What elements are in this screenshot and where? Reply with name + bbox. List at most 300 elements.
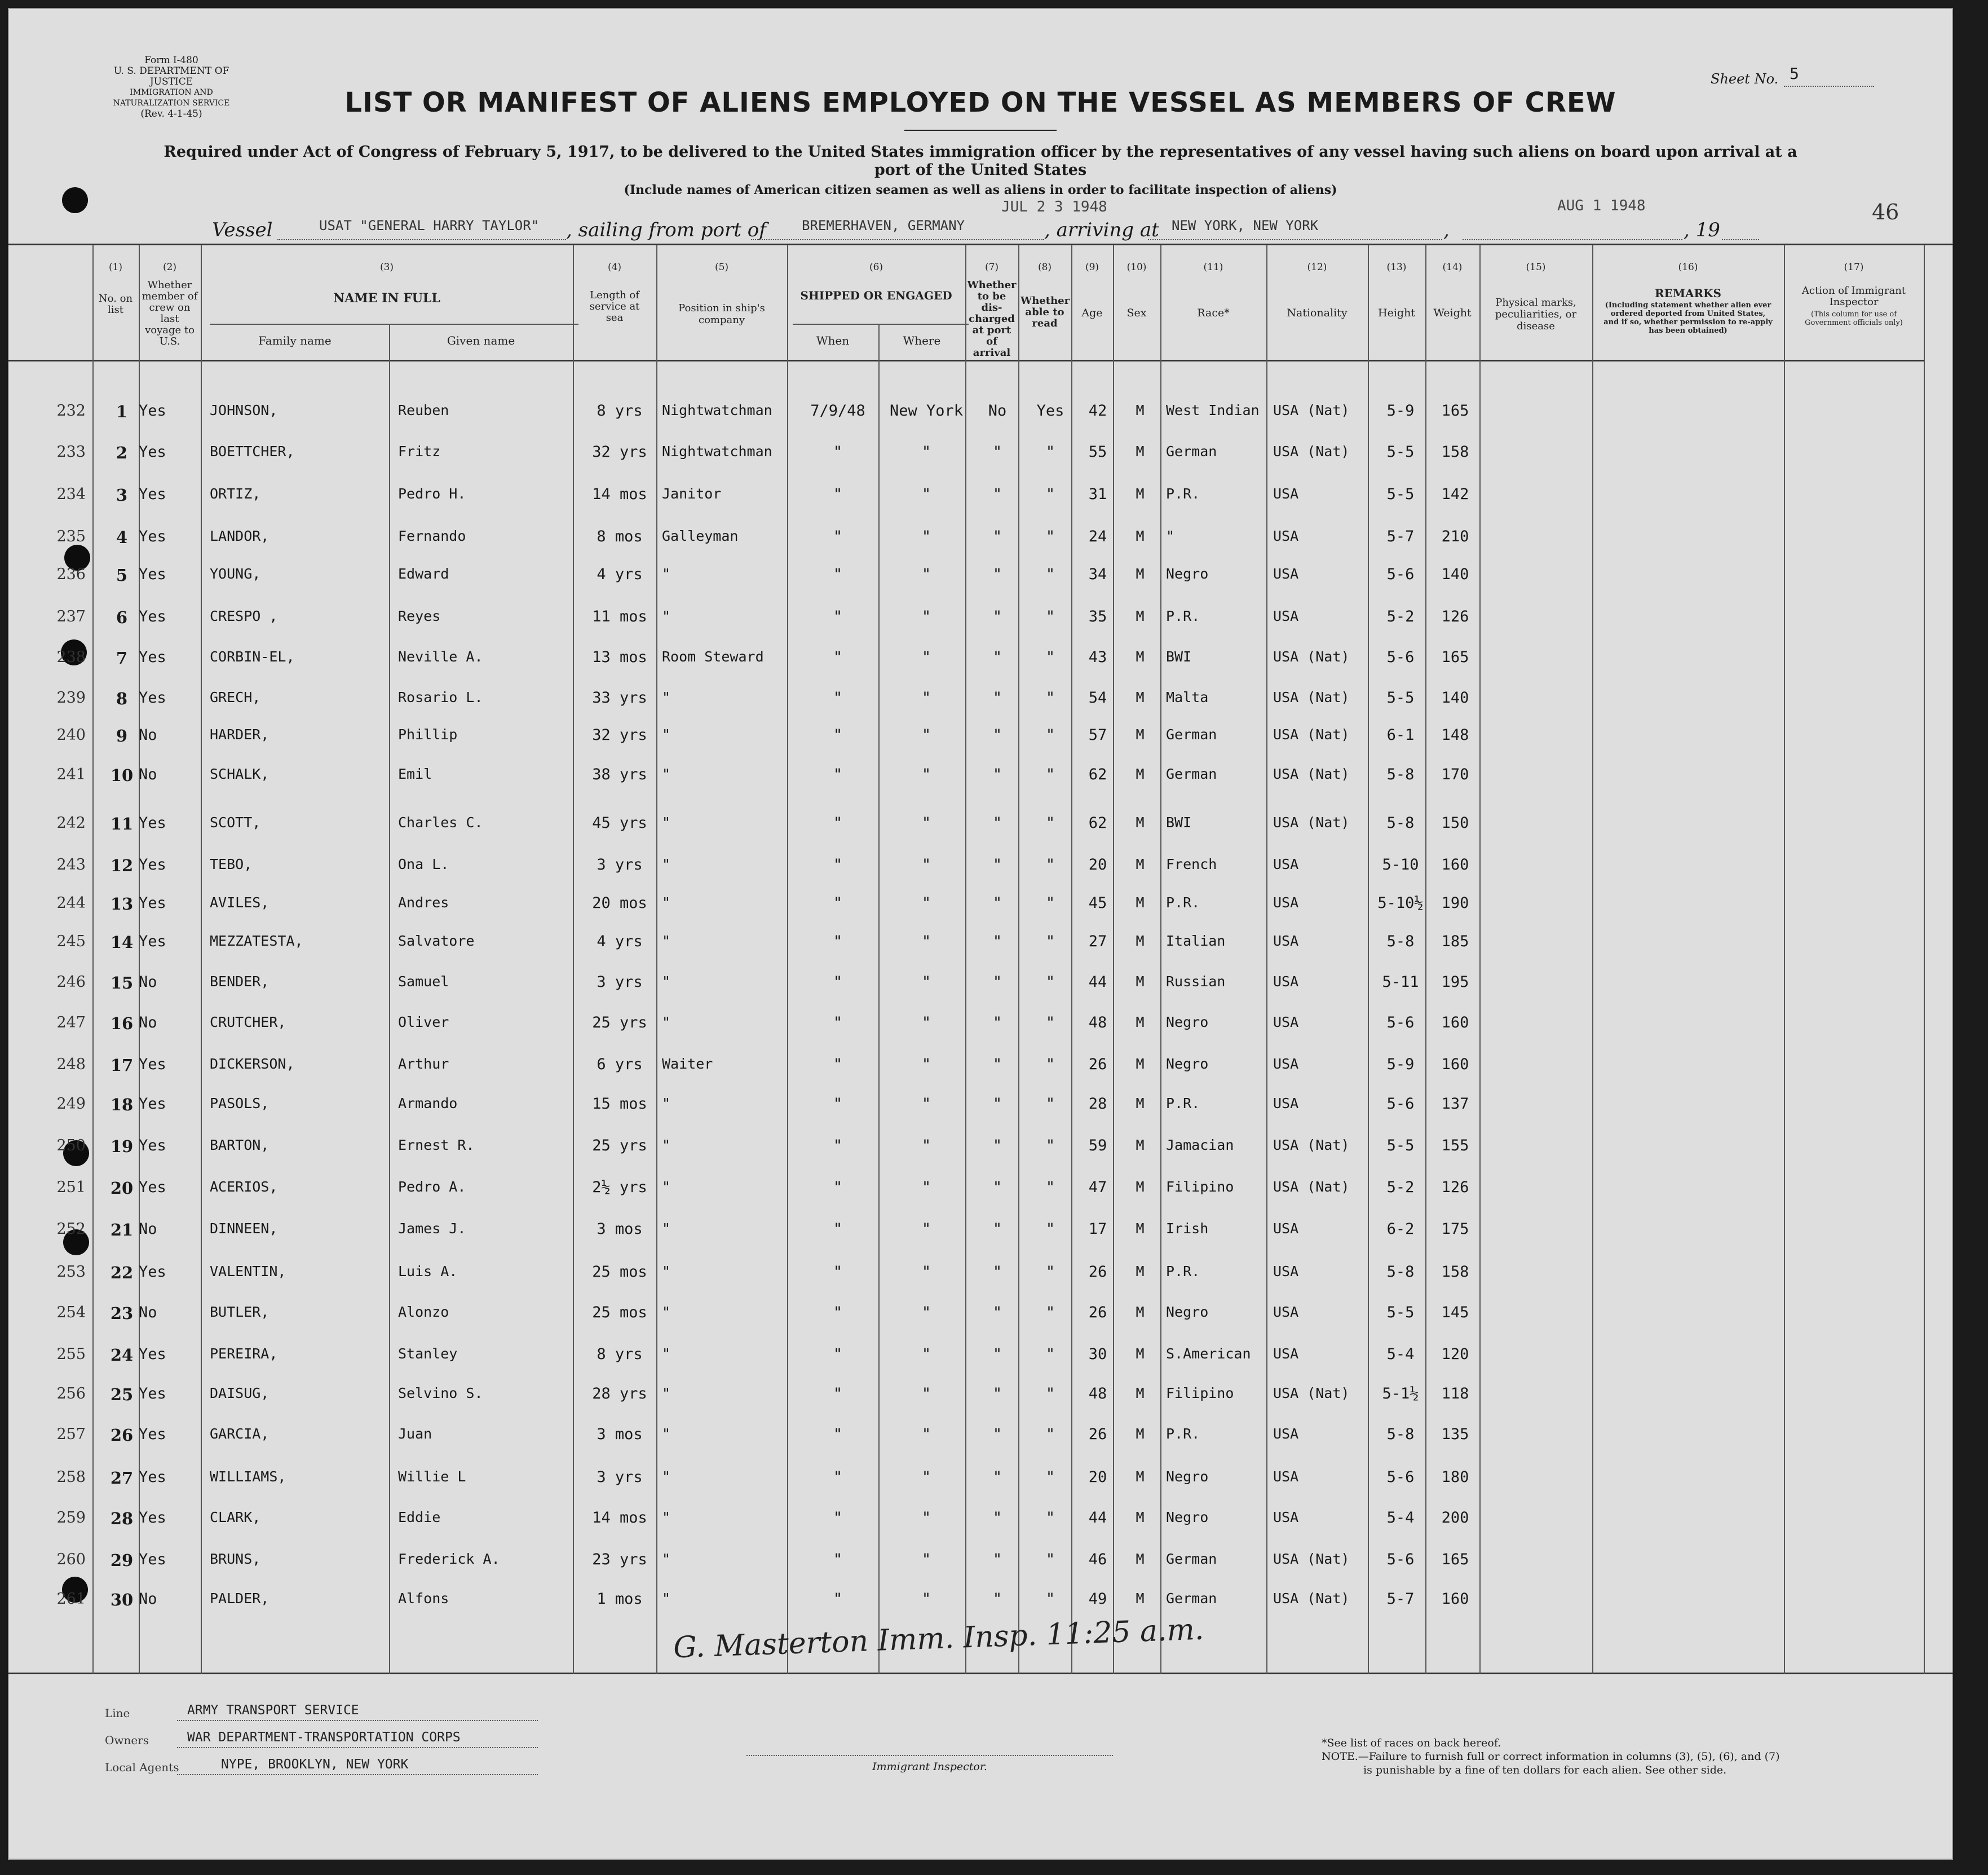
line-number: 243 xyxy=(56,856,86,873)
age: 26 xyxy=(1088,1263,1107,1281)
height: 5-9 xyxy=(1386,402,1415,420)
nationality: USA xyxy=(1273,933,1299,949)
line-number: 251 xyxy=(56,1179,86,1196)
line-number: 232 xyxy=(56,402,86,420)
height: 5-5 xyxy=(1386,1137,1415,1154)
height: 5-5 xyxy=(1386,689,1415,707)
table-top-rule xyxy=(8,244,1953,245)
col-7-number: (7) xyxy=(984,262,999,273)
engaged-when: " xyxy=(833,1095,843,1113)
comma-separator: , xyxy=(1443,219,1450,241)
race: German xyxy=(1166,1551,1217,1567)
position: Waiter xyxy=(662,1056,713,1072)
able-to-read: " xyxy=(1045,1263,1055,1281)
col-1-number: (1) xyxy=(108,262,123,273)
weight: 126 xyxy=(1441,1179,1469,1196)
vessel-name: USAT "GENERAL HARRY TAYLOR" xyxy=(319,218,540,233)
age: 44 xyxy=(1088,1509,1107,1527)
sheet-label: Sheet No. xyxy=(1711,71,1779,87)
position: " xyxy=(662,1385,671,1401)
nationality: USA xyxy=(1273,1509,1299,1525)
member-last-voyage: Yes xyxy=(139,1095,166,1113)
sex: M xyxy=(1136,566,1145,582)
line-number: 235 xyxy=(56,528,86,545)
engaged-where: " xyxy=(921,933,931,950)
race: German xyxy=(1166,443,1217,460)
line-number: 234 xyxy=(56,486,86,503)
age: 27 xyxy=(1088,933,1107,950)
engaged-when: " xyxy=(833,1345,843,1363)
age: 43 xyxy=(1088,648,1107,666)
sex: M xyxy=(1136,1263,1145,1280)
engaged-when: " xyxy=(833,1179,843,1196)
engaged-where: " xyxy=(921,648,931,666)
to-be-discharged: " xyxy=(992,1468,1002,1486)
col-shipped-engaged: SHIPPED OR ENGAGED xyxy=(800,289,952,302)
nationality: USA xyxy=(1273,1345,1299,1362)
member-last-voyage: No xyxy=(139,1014,157,1031)
line-number: 239 xyxy=(56,689,86,707)
able-to-read: " xyxy=(1045,1095,1055,1113)
age: 44 xyxy=(1088,973,1107,991)
family-name: LANDOR, xyxy=(210,528,270,544)
height: 5-10½ xyxy=(1377,894,1424,912)
able-to-read: " xyxy=(1045,1220,1055,1238)
position: " xyxy=(662,1095,671,1111)
engaged-when: " xyxy=(833,486,843,503)
nationality: USA xyxy=(1273,1263,1299,1280)
col-2-number: (2) xyxy=(162,262,177,273)
nationality: USA xyxy=(1273,608,1299,624)
service-length: 20 mos xyxy=(592,894,647,912)
able-to-read: " xyxy=(1045,486,1055,503)
sex: M xyxy=(1136,1014,1145,1030)
line-number: 249 xyxy=(56,1095,86,1113)
age: 30 xyxy=(1088,1345,1107,1363)
line-number: 252 xyxy=(56,1220,86,1238)
able-to-read: " xyxy=(1045,1385,1055,1402)
table-row xyxy=(8,443,1953,477)
weight: 175 xyxy=(1441,1220,1469,1238)
nationality: USA xyxy=(1273,894,1299,911)
table-row xyxy=(8,814,1953,848)
nationality: USA xyxy=(1273,1014,1299,1030)
height: 5-4 xyxy=(1386,1509,1415,1527)
races-note: *See list of races on back hereof. xyxy=(1322,1737,1501,1749)
table-row xyxy=(8,608,1953,642)
member-last-voyage: Yes xyxy=(139,689,166,707)
family-name: DICKERSON, xyxy=(210,1056,295,1072)
table-row xyxy=(8,1385,1953,1419)
nationality: USA (Nat) xyxy=(1273,648,1350,665)
height: 6-1 xyxy=(1386,726,1415,744)
height: 5-7 xyxy=(1386,528,1415,545)
height: 5-5 xyxy=(1386,486,1415,503)
engaged-where: " xyxy=(921,1426,931,1443)
engaged-where: " xyxy=(921,1590,931,1608)
title-underline xyxy=(904,130,1057,131)
to-be-discharged: " xyxy=(992,1095,1002,1113)
family-name: BOETTCHER, xyxy=(210,443,295,460)
year-label: , 19 xyxy=(1684,219,1720,241)
table-row xyxy=(8,402,1953,436)
given-name: Ona L. xyxy=(398,856,449,872)
col-10-number: (10) xyxy=(1126,262,1147,273)
weight: 158 xyxy=(1441,1263,1469,1281)
service-length: 25 yrs xyxy=(592,1137,647,1154)
list-number: 28 xyxy=(110,1509,134,1528)
given-name: Reuben xyxy=(398,402,449,418)
member-last-voyage: Yes xyxy=(139,1137,166,1154)
vessel-label: Vessel xyxy=(212,219,273,241)
given-name: Arthur xyxy=(398,1056,449,1072)
line-number: 237 xyxy=(56,608,86,625)
family-name: PALDER, xyxy=(210,1590,270,1607)
service-length: 4 yrs xyxy=(597,933,643,950)
sailing-rule xyxy=(751,239,1044,240)
weight: 160 xyxy=(1441,1590,1469,1608)
position: " xyxy=(662,1179,671,1195)
col-nationality: Nationality xyxy=(1287,307,1348,319)
member-last-voyage: Yes xyxy=(139,814,166,832)
able-to-read: " xyxy=(1045,1345,1055,1363)
service-length: 25 yrs xyxy=(592,1014,647,1031)
to-be-discharged: " xyxy=(992,973,1002,991)
height: 5-9 xyxy=(1386,1056,1415,1073)
nationality: USA xyxy=(1273,856,1299,872)
to-be-discharged: " xyxy=(992,1385,1002,1402)
height: 5-4 xyxy=(1386,1345,1415,1363)
table-row xyxy=(8,1509,1953,1543)
date-stamp-jul: JUL 2 3 1948 xyxy=(1001,198,1107,215)
service-length: 1 mos xyxy=(597,1590,643,1608)
weight: 137 xyxy=(1441,1095,1469,1113)
age: 31 xyxy=(1088,486,1107,503)
weight: 210 xyxy=(1441,528,1469,545)
to-be-discharged: " xyxy=(992,814,1002,832)
col-13-number: (13) xyxy=(1386,262,1407,273)
member-last-voyage: Yes xyxy=(139,856,166,873)
given-name: James J. xyxy=(398,1220,466,1237)
given-name: Alfons xyxy=(398,1590,449,1607)
line-number: 259 xyxy=(56,1509,86,1527)
race: Jamacian xyxy=(1166,1137,1234,1153)
sex: M xyxy=(1136,1220,1145,1237)
weight: 195 xyxy=(1441,973,1469,991)
able-to-read: " xyxy=(1045,648,1055,666)
table-row xyxy=(8,486,1953,519)
able-to-read: " xyxy=(1045,1179,1055,1196)
given-name: Frederick A. xyxy=(398,1551,500,1567)
race: P.R. xyxy=(1166,1426,1200,1442)
member-last-voyage: Yes xyxy=(139,1345,166,1363)
height: 5-8 xyxy=(1386,814,1415,832)
sex: M xyxy=(1136,443,1145,460)
engaged-where: " xyxy=(921,566,931,583)
engaged-when: " xyxy=(833,443,843,461)
list-number: 11 xyxy=(110,814,134,833)
engaged-when: " xyxy=(833,814,843,832)
family-name: AVILES, xyxy=(210,894,270,911)
service-length: 25 mos xyxy=(592,1304,647,1321)
sex: M xyxy=(1136,1509,1145,1525)
engaged-where: " xyxy=(921,894,931,912)
height: 5-1½ xyxy=(1382,1385,1419,1402)
line-number: 247 xyxy=(56,1014,86,1031)
penalty-note-1: NOTE.—Failure to furnish full or correct information in columns (3), (5), (6), and (7) xyxy=(1322,1750,1780,1763)
col-weight: Weight xyxy=(1433,307,1472,319)
race: S.American xyxy=(1166,1345,1251,1362)
family-name: GARCIA, xyxy=(210,1426,270,1442)
member-last-voyage: Yes xyxy=(139,1509,166,1527)
race: P.R. xyxy=(1166,486,1200,502)
list-number: 25 xyxy=(110,1385,134,1404)
table-header-rule xyxy=(8,360,1925,361)
family-name: ORTIZ, xyxy=(210,486,261,502)
col-when: When xyxy=(816,334,850,347)
engaged-when: " xyxy=(833,1220,843,1238)
col-position: Position in ship's company xyxy=(678,302,765,326)
age: 45 xyxy=(1088,894,1107,912)
to-be-discharged: " xyxy=(992,486,1002,503)
list-number: 18 xyxy=(110,1095,134,1114)
able-to-read: " xyxy=(1045,1137,1055,1154)
height: 6-2 xyxy=(1386,1220,1415,1238)
member-last-voyage: Yes xyxy=(139,894,166,912)
able-to-read: " xyxy=(1045,528,1055,545)
given-name: Pedro A. xyxy=(398,1179,466,1195)
col-8-number: (8) xyxy=(1037,262,1052,273)
height: 5-2 xyxy=(1386,608,1415,625)
given-name: Salvatore xyxy=(398,933,475,949)
age: 55 xyxy=(1088,443,1107,461)
family-name: DINNEEN, xyxy=(210,1220,278,1237)
nationality: USA xyxy=(1273,1468,1299,1485)
weight: 165 xyxy=(1441,1551,1469,1568)
family-name: CRUTCHER, xyxy=(210,1014,286,1030)
owners-value: WAR DEPARTMENT-TRANSPORTATION CORPS xyxy=(187,1730,461,1745)
family-name: WILLIAMS, xyxy=(210,1468,286,1485)
age: 17 xyxy=(1088,1220,1107,1238)
list-number: 24 xyxy=(110,1345,134,1365)
race: Negro xyxy=(1166,1056,1209,1072)
height: 5-2 xyxy=(1386,1179,1415,1196)
to-be-discharged: " xyxy=(992,1509,1002,1527)
table-row xyxy=(8,1263,1953,1297)
col-17-number: (17) xyxy=(1844,262,1864,273)
line-number: 261 xyxy=(56,1590,86,1608)
sex: M xyxy=(1136,1468,1145,1485)
position: " xyxy=(662,1509,671,1525)
family-name: HARDER, xyxy=(210,726,270,743)
position: " xyxy=(662,894,671,911)
vessel-rule xyxy=(277,239,566,240)
list-number: 22 xyxy=(110,1263,134,1282)
weight: 150 xyxy=(1441,814,1469,832)
engaged-when: " xyxy=(833,1385,843,1402)
table-row xyxy=(8,766,1953,800)
sex: M xyxy=(1136,1179,1145,1195)
nationality: USA (Nat) xyxy=(1273,689,1350,705)
service-length: 28 yrs xyxy=(592,1385,647,1402)
position: " xyxy=(662,1426,671,1442)
race: P.R. xyxy=(1166,1095,1200,1111)
given-name: Fernando xyxy=(398,528,466,544)
table-row xyxy=(8,648,1953,682)
col-no-on-list: No. on list xyxy=(98,293,133,316)
line-number: 233 xyxy=(56,443,86,461)
arriving-port: NEW YORK, NEW YORK xyxy=(1172,218,1319,233)
position: " xyxy=(662,933,671,949)
position: " xyxy=(662,1304,671,1320)
service-length: 13 mos xyxy=(592,648,647,666)
service-length: 4 yrs xyxy=(597,566,643,583)
list-number: 17 xyxy=(110,1056,134,1075)
engaged-when: " xyxy=(833,894,843,912)
nationality: USA (Nat) xyxy=(1273,1551,1350,1567)
list-number: 19 xyxy=(110,1137,134,1156)
able-to-read: " xyxy=(1045,766,1055,783)
col-member-last-voyage: Whether member of crew on last voyage to U.S. xyxy=(142,279,198,347)
position: " xyxy=(662,1468,671,1485)
engaged-where: " xyxy=(921,528,931,545)
family-name: MEZZATESTA, xyxy=(210,933,303,949)
to-be-discharged: " xyxy=(992,528,1002,545)
nationality: USA (Nat) xyxy=(1273,814,1350,831)
line-number: 254 xyxy=(56,1304,86,1321)
family-name: VALENTIN, xyxy=(210,1263,286,1280)
local-agents-label: Local Agents xyxy=(105,1761,179,1774)
able-to-read: " xyxy=(1045,894,1055,912)
col-14-number: (14) xyxy=(1442,262,1463,273)
able-to-read: " xyxy=(1045,856,1055,873)
col-physical-marks: Physical marks, peculiarities, or disease xyxy=(1495,297,1577,332)
list-number: 3 xyxy=(116,486,128,505)
position: " xyxy=(662,1590,671,1607)
table-row xyxy=(8,1551,1953,1585)
sex: M xyxy=(1136,1056,1145,1072)
engaged-where: " xyxy=(921,1179,931,1196)
given-name: Stanley xyxy=(398,1345,458,1362)
to-be-discharged: " xyxy=(992,766,1002,783)
sex: M xyxy=(1136,766,1145,782)
line-number: 256 xyxy=(56,1385,86,1402)
able-to-read: " xyxy=(1045,1509,1055,1527)
position: Nightwatchman xyxy=(662,402,772,418)
age: 48 xyxy=(1088,1385,1107,1402)
line-number: 257 xyxy=(56,1426,86,1443)
sailing-label: , sailing from port of xyxy=(566,219,766,241)
height: 5-8 xyxy=(1386,1263,1415,1281)
engaged-where: " xyxy=(921,1056,931,1073)
member-last-voyage: Yes xyxy=(139,528,166,545)
list-number: 5 xyxy=(116,566,128,585)
sex: M xyxy=(1136,726,1145,743)
age: 59 xyxy=(1088,1137,1107,1154)
age: 48 xyxy=(1088,1014,1107,1031)
to-be-discharged: " xyxy=(992,1590,1002,1608)
race: BWI xyxy=(1166,814,1192,831)
height: 5-6 xyxy=(1386,1014,1415,1031)
sex: M xyxy=(1136,814,1145,831)
nationality: USA xyxy=(1273,1304,1299,1320)
line-number: 241 xyxy=(56,766,86,783)
given-name: Willie L xyxy=(398,1468,466,1485)
position: " xyxy=(662,814,671,831)
height: 5-6 xyxy=(1386,566,1415,583)
weight: 145 xyxy=(1441,1304,1469,1321)
engaged-when: " xyxy=(833,648,843,666)
given-name: Selvino S. xyxy=(398,1385,483,1401)
race: BWI xyxy=(1166,648,1192,665)
engaged-where: " xyxy=(921,1509,931,1527)
col-11-number: (11) xyxy=(1203,262,1223,273)
position: " xyxy=(662,973,671,990)
line-number: 246 xyxy=(56,973,86,991)
to-be-discharged: " xyxy=(992,1179,1002,1196)
weight: 165 xyxy=(1441,648,1469,666)
height: 5-8 xyxy=(1386,933,1415,950)
weight: 120 xyxy=(1441,1345,1469,1363)
nationality: USA (Nat) xyxy=(1273,402,1350,418)
engaged-when: " xyxy=(833,1426,843,1443)
penalty-note-2: is punishable by a fine of ten dollars for each alien. See other side. xyxy=(1363,1764,1727,1776)
given-name: Alonzo xyxy=(398,1304,449,1320)
given-name: Juan xyxy=(398,1426,432,1442)
nationality: USA (Nat) xyxy=(1273,766,1350,782)
age: 49 xyxy=(1088,1590,1107,1608)
col-15-number: (15) xyxy=(1526,262,1546,273)
race: Russian xyxy=(1166,973,1226,990)
list-number: 15 xyxy=(110,973,134,992)
member-last-voyage: Yes xyxy=(139,486,166,503)
race: Negro xyxy=(1166,1304,1209,1320)
table-row xyxy=(8,1590,1953,1624)
col-16-number: (16) xyxy=(1678,262,1698,273)
table-bottom-rule xyxy=(8,1673,1953,1674)
engaged-where: " xyxy=(921,1014,931,1031)
family-name: BARTON, xyxy=(210,1137,270,1153)
engaged-when: " xyxy=(833,689,843,707)
family-name: TEBO, xyxy=(210,856,253,872)
given-name: Armando xyxy=(398,1095,458,1111)
list-number: 2 xyxy=(116,443,128,462)
engaged-where: " xyxy=(921,1551,931,1568)
member-last-voyage: No xyxy=(139,973,157,991)
family-name: PASOLS, xyxy=(210,1095,270,1111)
to-be-discharged: " xyxy=(992,1056,1002,1073)
member-last-voyage: No xyxy=(139,1220,157,1238)
member-last-voyage: Yes xyxy=(139,402,166,420)
form-number: Form I-480 xyxy=(144,55,198,66)
service-length: 8 yrs xyxy=(597,402,643,420)
table-row xyxy=(8,856,1953,890)
given-name: Phillip xyxy=(398,726,458,743)
table-row xyxy=(8,1220,1953,1254)
given-name: Neville A. xyxy=(398,648,483,665)
engaged-when: " xyxy=(833,766,843,783)
age: 62 xyxy=(1088,766,1107,783)
engaged-where: " xyxy=(921,1385,931,1402)
weight: 118 xyxy=(1441,1385,1469,1402)
age: 46 xyxy=(1088,1551,1107,1568)
weight: 160 xyxy=(1441,856,1469,873)
sex: M xyxy=(1136,933,1145,949)
race: " xyxy=(1166,528,1175,544)
height: 5-6 xyxy=(1386,648,1415,666)
given-name: Pedro H. xyxy=(398,486,466,502)
race: West Indian xyxy=(1166,402,1260,418)
